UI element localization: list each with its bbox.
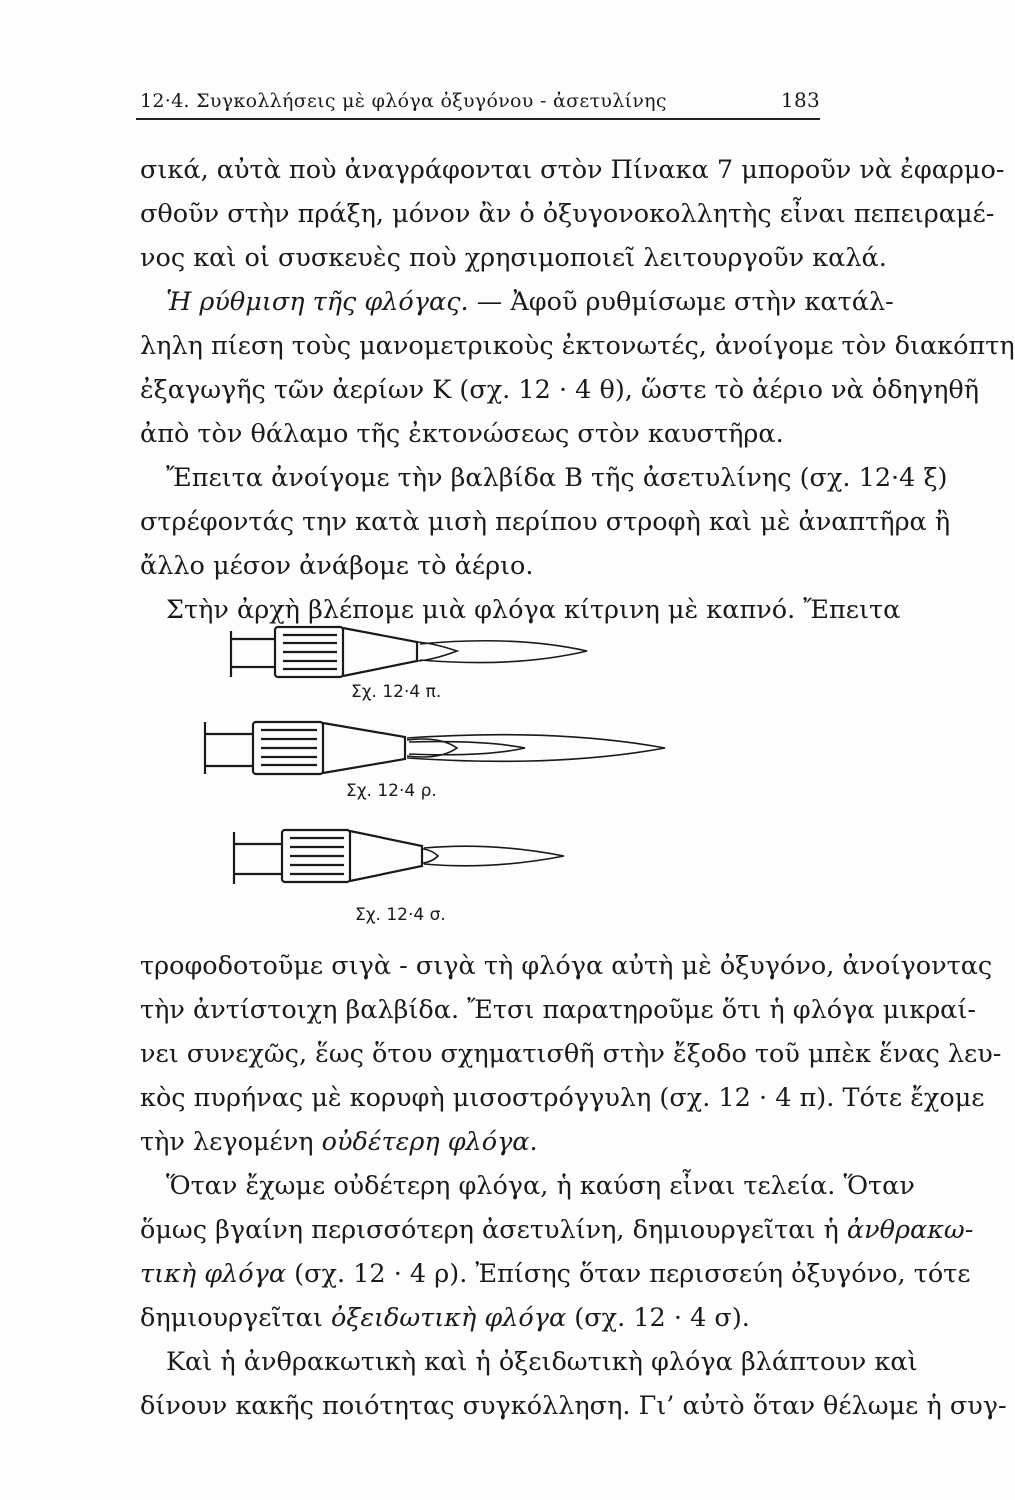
text-span: τὴν λεγομένη [140, 1127, 322, 1157]
text-line: ληλη πίεση τοὺς μανομετρικοὺς ἐκτονωτές, ἀνοίγομε τὸν διακόπτη [140, 331, 1015, 361]
text-line: νος καὶ οἱ συσκευὲς ποὺ χρησιμοποιεῖ λειτουργοῦν καλά. [140, 243, 887, 273]
page-number: 183 [780, 88, 820, 112]
term-oxidizing-flame: ὀξειδωτικὴ φλόγα [330, 1303, 567, 1333]
figure-caption: Σχ. 12·4 σ. [355, 905, 446, 925]
text-line: τροφοδοτοῦμε σιγὰ - σιγὰ τὴ φλόγα αὐτὴ μὲ ὀξυγόνο, ἀνοίγοντας [140, 951, 993, 981]
figure-neutral-flame [215, 615, 615, 690]
figure-carburizing-flame [195, 712, 675, 787]
text-line: ἄλλο μέσον ἀνάβομε τὸ ἀέριο. [140, 551, 534, 581]
text-span: — Ἀφοῦ ρυθμίσωμε στὴν κατάλ- [468, 287, 894, 317]
text-line [140, 1303, 830, 1333]
text-span: ὅμως βγαίνη περισσότερη ἀσετυλίνη, δημιουργεῖται ἡ [140, 1215, 847, 1245]
term-carburizing: ἀνθρακω- [846, 1215, 974, 1245]
text-line: ἀπὸ τὸν θάλαμο τῆς ἐκτονώσεως στὸν καυστῆρα. [140, 419, 784, 449]
figure-caption: Σχ. 12·4 ρ. [346, 781, 437, 801]
text-line: νει συνεχῶς, ἕως ὅτου σχηματισθῆ στὴν ἔξοδο τοῦ μπὲκ ἕνας λευ- [140, 1039, 1002, 1069]
text-line: στρέφοντάς την κατὰ μισὴ περίπου στροφὴ καὶ μὲ ἀναπτῆρα ἢ [140, 507, 951, 537]
term-neutral-flame: οὐδέτερη φλόγα. [321, 1127, 538, 1157]
header-rule [136, 118, 820, 120]
text-line [140, 1259, 971, 1289]
text-line [140, 1215, 974, 1245]
text-line: Στὴν ἀρχὴ βλέπομε μιὰ φλόγα κίτρινη μὲ καπνό. Ἔπειτα [166, 595, 901, 625]
text-line: ἐξαγωγῆς τῶν ἀερίων Κ (σχ. 12 · 4 θ), ὥστε τὸ ἀέριο νὰ ὁδηγηθῆ [140, 375, 980, 405]
section-heading: Ἡ ρύθμιση τῆς φλόγας. [166, 287, 469, 317]
text-line: τὴν ἀντίστοιχη βαλβίδα. Ἔτσι παρατηροῦμε ὅτι ἡ φλόγα μικραί- [140, 995, 977, 1025]
text-line: Ὅταν ἔχωμε οὐδέτερη φλόγα, ἡ καύση εἶναι τελεία. Ὅταν [166, 1171, 915, 1201]
text-span: δημιουργεῖται [140, 1303, 331, 1333]
text-line: δίνουν κακῆς ποιότητας συγκόλληση. Γι’ αὐτὸ ὅταν θέλωμε ἡ συγ- [140, 1391, 1007, 1421]
text-span: (σχ. 12 · 4 σ). [566, 1303, 750, 1333]
text-line: Ἔπειτα ἀνοίγομε τὴν βαλβίδα Β τῆς ἀσετυλίνης (σχ. 12·4 ξ) [166, 463, 948, 493]
term-carburizing-flame: τικὴ φλόγα [140, 1259, 287, 1289]
text-span: (σχ. 12 · 4 ρ). Ἐπίσης ὅταν περισσεύη ὀξυγόνο, τότε [286, 1259, 971, 1289]
figure-caption: Σχ. 12·4 π. [351, 682, 442, 702]
section-first-line [166, 287, 894, 317]
text-line: σικά, αὐτὰ ποὺ ἀναγράφονται στὸν Πίνακα 7 μποροῦν νὰ ἐφαρμο- [140, 155, 1005, 185]
text-line: σθοῦν στὴν πράξη, μόνον ἂν ὁ ὀξυγονοκολλητὴς εἶναι πεπειραμέ- [140, 199, 995, 229]
running-header [140, 84, 820, 120]
figure-oxidizing-flame [222, 822, 582, 897]
text-line: Καὶ ἡ ἀνθρακωτικὴ καὶ ἡ ὀξειδωτικὴ φλόγα βλάπτουν καὶ [166, 1347, 918, 1377]
text-line: κὸς πυρήνας μὲ κορυφὴ μισοστρόγγυλη (σχ. 12 · 4 π). Τότε ἔχομε [140, 1083, 985, 1113]
text-line [140, 1127, 830, 1157]
running-title: 12·4. Συγκολλήσεις μὲ φλόγα ὀξυγόνου - ἀσετυλίνης [140, 90, 667, 112]
